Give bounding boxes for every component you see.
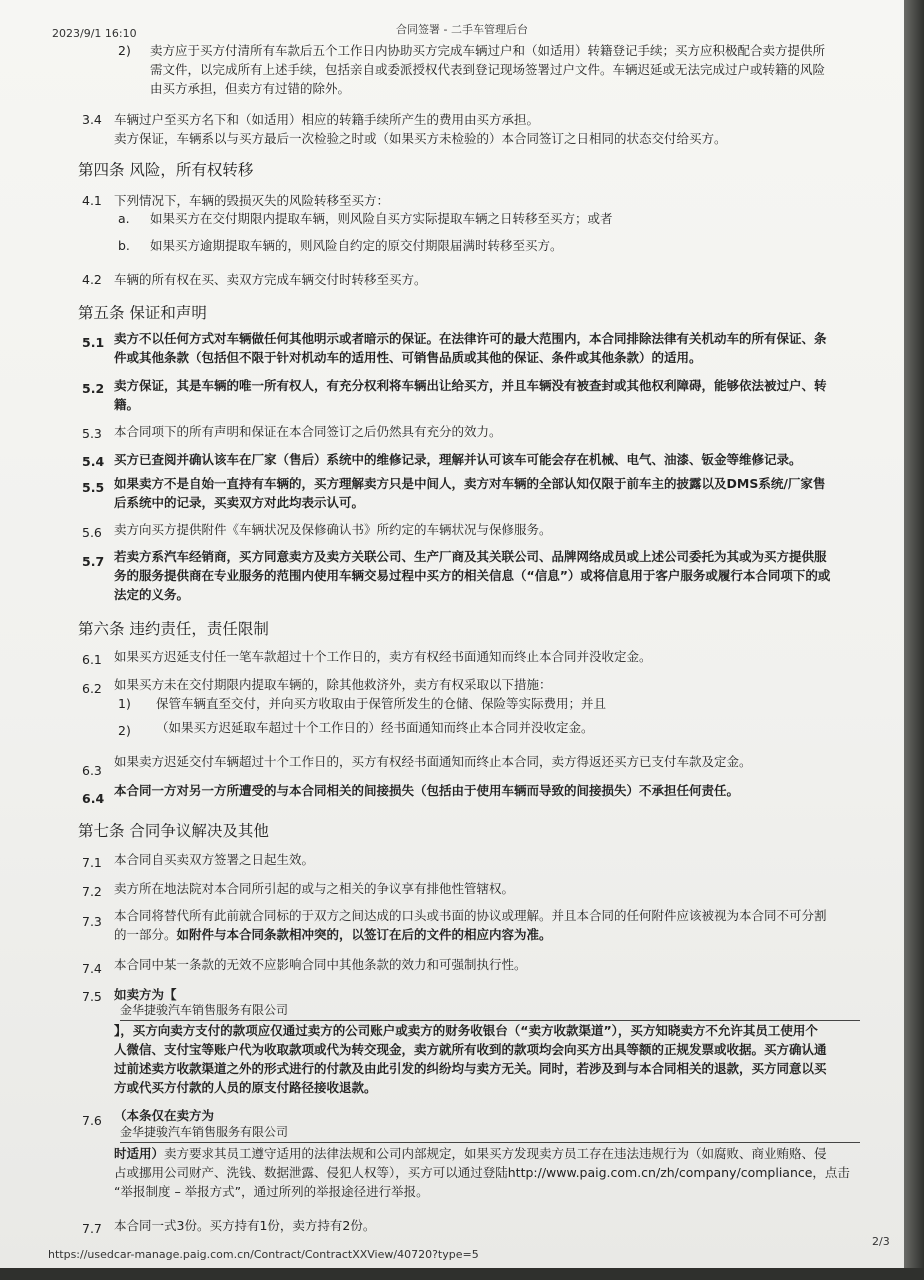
clause-text-bold: 如附件与本合同条款相冲突的，以签订在后的文件的相应内容为准。: [176, 927, 552, 942]
clause-num: 6.1: [82, 652, 102, 667]
clause-num: 5.5: [82, 480, 105, 495]
clause-text: 务的服务提供商在专业服务的范围内使用车辆交易过程中买方的相关信息（“信息”）或将信息用于客户服务或履行本合同项下的或: [114, 568, 831, 583]
clause-text: 如果买方迟延支付任一笔车款超过十个工作日的，卖方有权经书面通知而终止本合同并没收定金。: [114, 649, 652, 664]
clause-text: 人微信、支付宝等账户代为收取款项或代为转交现金，卖方就所有收到的款项均会向买方出具等额的正规发票或收据。买方确认通: [114, 1042, 827, 1057]
clause-text: 由买方承担，但卖方有过错的除外。: [150, 81, 351, 96]
clause-num: 7.5: [82, 989, 102, 1004]
clause-text-bold: 时适用）: [114, 1146, 165, 1161]
clause-num: 7.4: [82, 961, 102, 976]
clause-text: 如果买方未在交付期限内提取车辆的，除其他救济外，卖方有权采取以下措施：: [114, 677, 552, 692]
clause-text: 保管车辆直至交付，并向买方收取由于保管所发生的仓储、保险等实际费用；并且: [156, 696, 607, 711]
clause-text: 如果买方逾期提取车辆的，则风险自约定的原交付期限届满时转移至买方。: [150, 238, 563, 253]
clause-text: 需文件，以完成所有上述手续，包括亲自或委派授权代表到登记现场签署过户文件。车辆迟延或无法完成过户或转籍的风险: [150, 62, 826, 77]
clause-num: 7.1: [82, 855, 102, 870]
clause-text: 如果卖方不是自始一直持有车辆的，买方理解卖方只是中间人，卖方对车辆的全部认知仅限于前车主的披露以及DMS系统/厂家售: [114, 476, 826, 491]
clause-text: 若卖方系汽车经销商，买方同意卖方及卖方关联公司、生产厂商及其关联公司、品牌网络成员或上述公司委托为其或为买方提供服: [114, 549, 827, 564]
clause-num: 5.1: [82, 335, 105, 350]
clause-text: 车辆过户至买方名下和（如适用）相应的转籍手续所产生的费用由买方承担。: [114, 112, 540, 127]
section-title: 第四条 风险，所有权转移: [78, 161, 254, 179]
clause-text: 过前述卖方收款渠道之外的形式进行的付款及由此引发的纠纷均与卖方无关。同时，若涉及到与本合同相关的退款，买方同意以买: [114, 1061, 827, 1076]
clause-text: 卖方不以任何方式对车辆做任何其他明示或者暗示的保证。在法律许可的最大范围内，本合同排除法律有关机动车的所有保证、条: [114, 331, 827, 346]
clause-text: 买方已查阅并确认该车在厂家（售后）系统中的维修记录，理解并认可该车可能会存在机械、电气、油漆、钣金等维修记录。: [114, 452, 802, 467]
clause-text: 籍。: [114, 397, 140, 412]
clause-text: 卖方保证，其是车辆的唯一所有权人，有充分权利将车辆出让给买方，并且车辆没有被查封或其他权利障碍，能够依法被过户、转: [114, 378, 827, 393]
clause-text: （如果买方迟延取车超过十个工作日的）经书面通知而终止本合同并没收定金。: [156, 720, 594, 735]
background-surface: [0, 1268, 924, 1280]
clause-text: 占或挪用公司财产、洗钱、数据泄露、侵犯人权等），买方可以通过登陆http://www.paig.com.cn/zh/company/compliance，点击: [114, 1165, 850, 1180]
clause-text: 件或其他条款（包括但不限于针对机动车的适用性、可销售品质或其他的保证、条件或其他条款）的适用。: [114, 350, 702, 365]
clause-num: 6.2: [82, 681, 102, 696]
clause-text: 卖方应于买方付清所有车款后五个工作日内协助买方完成车辆过户和（如适用）转籍登记手续；买方应积极配合卖方提供所: [150, 43, 826, 58]
clause-text: 后系统中的记录，买卖双方对此均表示认可。: [114, 495, 365, 510]
clause-text: “举报制度 – 举报方式”，通过所列的举报途径进行举报。: [114, 1184, 429, 1199]
clause-text-line: [114, 1144, 827, 1163]
clause-text: 如果卖方迟延交付车辆超过十个工作日的，买方有权经书面通知而终止本合同，卖方得返还买方已支付车款及定金。: [114, 754, 752, 769]
clause-num: 6.4: [82, 791, 105, 806]
list-marker: a.: [118, 211, 130, 226]
clause-num: 5.7: [82, 554, 105, 569]
background-shadow: [904, 0, 924, 1280]
clause-text: 卖方保证，车辆系以与买方最后一次检验之时或（如果买方未检验的）本合同签订之日相同的状态交付给买方。: [114, 131, 727, 146]
clause-text: 下列情况下，车辆的毁损灭失的风险转移至买方：: [114, 193, 390, 208]
clause-num: 5.4: [82, 454, 105, 469]
clause-num: 7.2: [82, 884, 102, 899]
print-datetime: 2023/9/1 16:10: [52, 27, 137, 40]
list-marker: b.: [118, 238, 130, 253]
clause-text: 车辆的所有权在买、卖双方完成车辆交付时转移至买方。: [114, 272, 427, 287]
clause-num: 3.4: [82, 112, 102, 127]
clause-num: 7.3: [82, 914, 102, 929]
clause-num: 4.2: [82, 272, 102, 287]
clause-text: 卖方所在地法院对本合同所引起的或与之相关的争议享有排他性管辖权。: [114, 881, 515, 896]
clause-text-line: [114, 925, 552, 944]
clause-text: 如卖方为【: [114, 987, 177, 1002]
seller-company-field: 金华捷骏汽车销售服务有限公司: [120, 1123, 860, 1143]
section-title: 第六条 违约责任，责任限制: [78, 620, 269, 638]
page-number: 2/3: [872, 1235, 890, 1248]
seller-company-field: 金华捷骏汽车销售服务有限公司: [120, 1001, 860, 1021]
section-title: 第七条 合同争议解决及其他: [78, 822, 269, 840]
clause-num: 6.3: [82, 763, 102, 778]
clause-num: 5.3: [82, 426, 102, 441]
clause-text: 本合同中某一条款的无效不应影响合同中其他条款的效力和可强制执行性。: [114, 957, 527, 972]
print-url: https://usedcar-manage.paig.com.cn/Contract/ContractXXView/40720?type=5: [48, 1248, 479, 1261]
print-page-title: 合同签署 - 二手车管理后台: [396, 23, 528, 36]
list-marker: 1): [118, 696, 131, 711]
clause-text: 的一部分。: [114, 927, 177, 942]
clause-text: 本合同将替代所有此前就合同标的于双方之间达成的口头或书面的协议或理解。并且本合同的任何附件应该被视为本合同不可分割: [114, 908, 827, 923]
clause-num: 2): [118, 43, 131, 58]
section-title: 第五条 保证和声明: [78, 304, 207, 322]
clause-text: 】，买方向卖方支付的款项应仅通过卖方的公司账户或卖方的财务收银台（“卖方收款渠道”），买方知晓卖方不允许其员工使用个: [114, 1023, 818, 1038]
clause-text: 卖方向买方提供附件《车辆状况及保修确认书》所约定的车辆状况与保修服务。: [114, 522, 552, 537]
clause-text: 法定的义务。: [114, 587, 190, 602]
clause-text: 方或代买方付款的人员的原支付路径接收退款。: [114, 1080, 377, 1095]
clause-num: 5.2: [82, 381, 105, 396]
clause-num: 4.1: [82, 193, 102, 208]
clause-text: 本合同一方对另一方所遭受的与本合同相关的间接损失（包括由于使用车辆而导致的间接损失）不承担任何责任。: [114, 783, 740, 798]
clause-text: （本条仅在卖方为: [114, 1108, 215, 1123]
clause-text: 本合同项下的所有声明和保证在本合同签订之后仍然具有充分的效力。: [114, 424, 502, 439]
list-marker: 2): [118, 723, 131, 738]
clause-text: 卖方要求其员工遵守适用的法律法规和公司内部规定，如果买方发现卖方员工存在违法违规行为（如腐败、商业贿赂、侵: [164, 1146, 827, 1161]
clause-text: 本合同一式3份。买方持有1份，卖方持有2份。: [114, 1218, 376, 1233]
clause-num: 5.6: [82, 525, 102, 540]
clause-text: 如果买方在交付期限内提取车辆，则风险自买方实际提取车辆之日转移至买方；或者: [150, 211, 613, 226]
clause-num: 7.7: [82, 1221, 102, 1236]
clause-num: 7.6: [82, 1113, 102, 1128]
clause-text: 本合同自买卖双方签署之日起生效。: [114, 852, 315, 867]
